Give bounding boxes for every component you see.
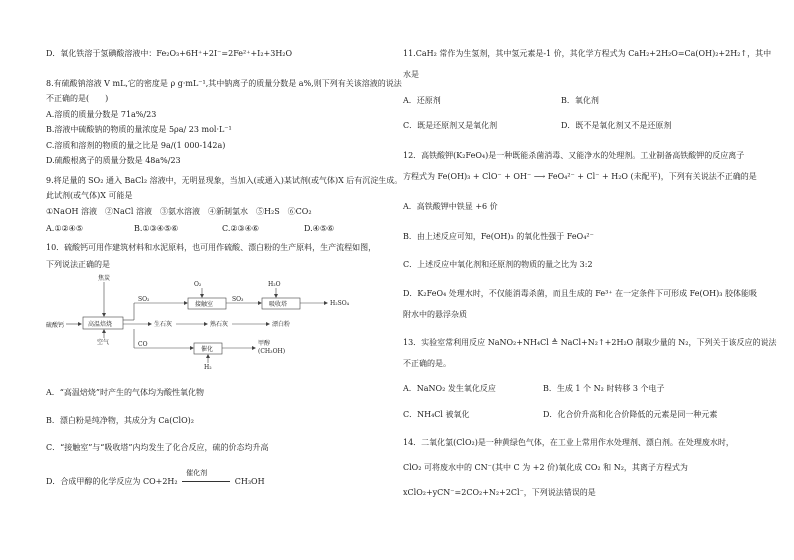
q12-option-d-line1: D．K₂FeO₄ 处理水时，不仅能消毒杀菌，而且生成的 Fe³⁺ 在一定条件下可形成 Fe(OH)₃ 胶体能吸 bbox=[403, 289, 758, 298]
q9-items: ①NaOH 溶液 ②NaCl 溶液 ③氨水溶液 ④新制氯水 ⑤H₂S ⑥CO₂ bbox=[46, 207, 312, 216]
flow-o2-label: O₂ bbox=[194, 281, 202, 288]
q12-stem-line1: 12．高铁酸钾(K₂FeO₄)是一种既能杀菌消毒、又能净水的处理剂。工业制备高铁酸钾的反应离子 bbox=[403, 151, 745, 160]
q9-option-d: D.④⑤⑥ bbox=[304, 224, 335, 233]
flow-h2so4-label: H₂SO₄ bbox=[330, 300, 350, 307]
flow-gypsum-label: 硫酸钙 bbox=[46, 322, 65, 329]
q9-option-c: C.②③④⑥ bbox=[222, 224, 260, 233]
flow-co-label: CO bbox=[138, 341, 148, 348]
q13-option-c: C．NH₄Cl 被氧化 bbox=[403, 410, 470, 419]
q11-option-d: D．既不是氧化剂又不是还原剂 bbox=[561, 121, 672, 130]
flow-air-label: 空气 bbox=[97, 339, 110, 346]
flow-methanol-formula: (CH₃OH) bbox=[258, 348, 286, 355]
q10-catalyst-label: 催化剂 bbox=[186, 469, 208, 477]
q12-option-d-line2: 附水中的悬浮杂质 bbox=[403, 310, 467, 319]
q10-option-c: C．“接触室”与“吸收塔”内均发生了化合反应，硫的价态均升高 bbox=[46, 443, 269, 452]
flow-h2o-label: H₂O bbox=[268, 281, 281, 288]
flow-coke-label: 焦炭 bbox=[98, 275, 111, 282]
flow-h2-label: H₂ bbox=[204, 364, 212, 370]
q9-stem-line1: 9.将足量的 SO₂ 通入 BaCl₂ 溶液中，无明显现象，当加入(或通入)某试剂(或气体)X 后有沉淀生成。 bbox=[46, 176, 403, 185]
flow-so3-label: SO₃ bbox=[232, 296, 244, 303]
q8-option-b: B.溶液中硫酸钠的物质的量浓度是 5ρa/ 23 mol·L⁻¹ bbox=[46, 125, 232, 134]
flow-slaked-label: 熟石灰 bbox=[210, 321, 229, 328]
q9-option-a: A.①②④⑤ bbox=[46, 224, 84, 233]
q13-option-d: D．化合价升高和化合价降低的元素是同一种元素 bbox=[543, 410, 718, 419]
q10-option-b: B．漂白粉是纯净物，其成分为 Ca(ClO)₂ bbox=[46, 416, 194, 425]
q11-option-c: C．既是还原剂又是氧化剂 bbox=[403, 121, 498, 130]
q12-option-c: C．上述反应中氧化剂和还原剂的物质的量之比为 3:2 bbox=[403, 260, 593, 269]
flow-quicklime-label: 生石灰 bbox=[154, 321, 173, 328]
q9-option-b: B.①③④⑤⑥ bbox=[134, 224, 179, 233]
q13-stem-line2: 不正确的是。 bbox=[403, 359, 451, 368]
q10-option-d bbox=[46, 469, 265, 487]
flow-so2-label: SO₂ bbox=[138, 296, 150, 303]
flow-bleach-label: 漂白粉 bbox=[272, 321, 291, 328]
q13-option-b: B．生成 1 个 N₂ 时转移 3 个电子 bbox=[543, 384, 665, 393]
q8-option-c: C.溶质和溶剂的物质的量之比是 9a/(1 000-142a) bbox=[46, 141, 226, 150]
q8-option-d: D.硫酸根离子的质量分数是 48a%/23 bbox=[46, 156, 181, 165]
q11-option-a: A．还原剂 bbox=[403, 96, 441, 105]
q10-option-a: A．“高温焙烧”时产生的气体均为酸性氧化物 bbox=[46, 388, 204, 397]
q12-option-a: A．高铁酸钾中铁显 +6 价 bbox=[403, 202, 498, 211]
q8-stem-line2: 不正确的是( ) bbox=[46, 94, 109, 103]
q10-option-d-left: D．合成甲醇的化学反应为 CO+2H₂ bbox=[46, 477, 178, 486]
flow-methanol-label: 甲醇 bbox=[258, 340, 271, 347]
q14-stem-line1: 14．二氧化氯(ClO₂)是一种黄绿色气体，在工业上常用作水处理剂、漂白剂。在处理废水时， bbox=[403, 438, 734, 447]
q11-stem-line1: 11.CaH₂ 常作为生氢剂，其中氢元素是-1 价，其化学方程式为 CaH₂+2H₂O=Ca(OH)₂+2H₂↑，其中 bbox=[403, 49, 772, 58]
q13-stem-line1: 13．实验室常利用反应 NaNO₂+NH₄Cl ≜ NaCl+N₂↑+2H₂O 制取少量的 N₂，下列关于该反应的说法 bbox=[403, 338, 777, 347]
q10-stem-line1: 10．硫酸钙可用作建筑材料和水泥原料，也可用作硫酸、漂白粉的生产原料，生产流程如图， bbox=[46, 243, 377, 252]
flow-chart bbox=[46, 272, 386, 370]
q12-option-b: B．由上述反应可知，Fe(OH)₃ 的氧化性强于 FeO₄²⁻ bbox=[403, 232, 594, 241]
q10-option-d-right: CH₃OH bbox=[234, 477, 265, 486]
q9-stem-line2: 此试剂(或气体)X 可能是 bbox=[46, 191, 133, 200]
flow-contact-label: 接触室 bbox=[195, 301, 214, 308]
q13-option-a: A．NaNO₂ 发生氧化反应 bbox=[403, 384, 496, 393]
flow-absorber-label: 吸收塔 bbox=[269, 301, 288, 308]
q14-stem-line3: xClO₂+yCN⁻=2CO₂+N₂+2Cl⁻，下列说法错误的是 bbox=[403, 488, 596, 497]
q11-option-b: B．氧化剂 bbox=[561, 96, 599, 105]
prev-option-d: D．氧化铁溶于氢碘酸溶液中：Fe₂O₃+6H⁺+2I⁻=2Fe²⁺+I₂+3H₂O bbox=[46, 49, 293, 58]
q10-reaction-arrow bbox=[180, 469, 232, 487]
q14-stem-line2: ClO₂ 可将废水中的 CN⁻(其中 C 为 +2 价)氧化成 CO₂ 和 N₂，其离子方程式为 bbox=[403, 463, 688, 472]
q8-stem-line1: 8.有硫酸钠溶液 V mL,它的密度是 ρ g·mL⁻¹,其中钠离子的质量分数是 a%,则下列有关该溶液的说法 bbox=[46, 79, 402, 88]
q10-stem-line2: 下列说法正确的是 bbox=[46, 260, 110, 269]
q8-option-a: A.溶质的质量分数是 71a%/23 bbox=[46, 110, 157, 119]
q12-stem-line2: 方程式为 Fe(OH)₃ + ClO⁻ + OH⁻ ⟶ FeO₄²⁻ + Cl⁻ + H₂O (未配平)，下列有关说法不正确的是 bbox=[403, 172, 757, 181]
q11-stem-line2: 水是 bbox=[403, 70, 419, 79]
flow-furnace-label: 高温焙烧 bbox=[88, 321, 113, 328]
flow-catalysis-label: 催化 bbox=[201, 346, 214, 353]
